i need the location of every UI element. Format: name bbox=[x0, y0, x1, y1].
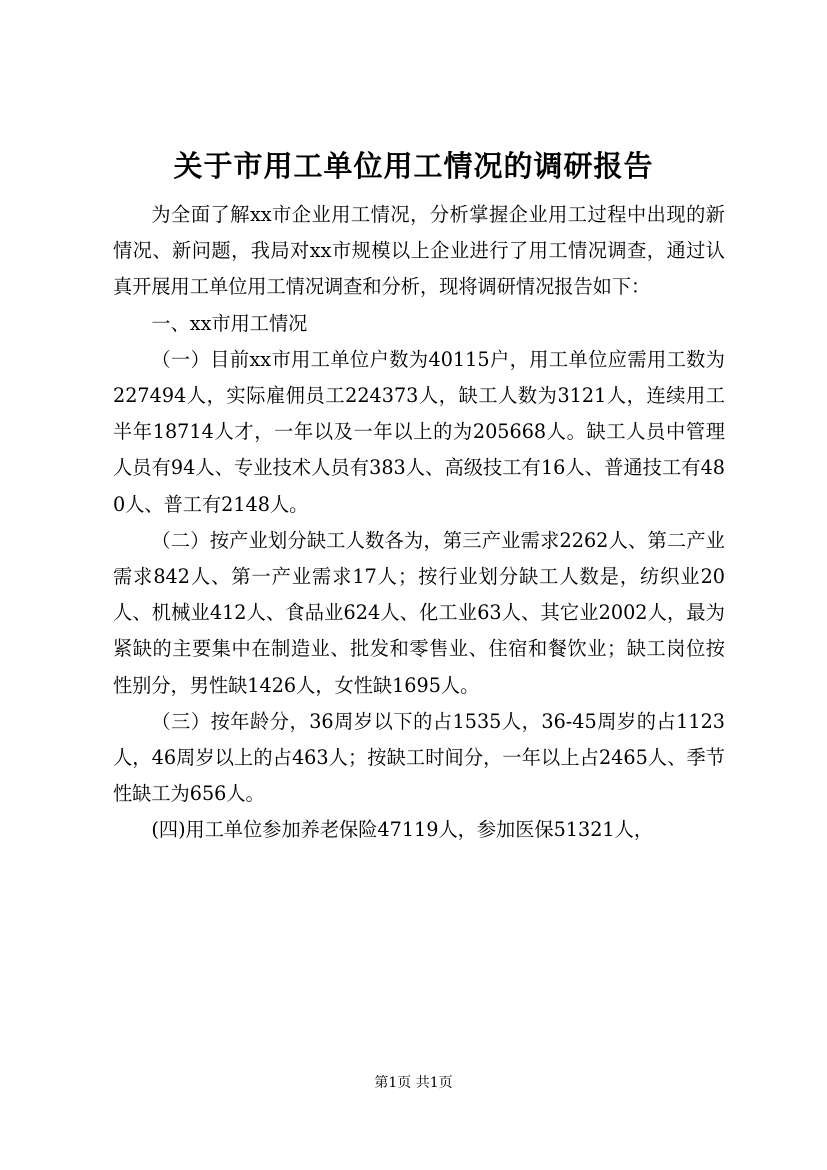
paragraph-item-4: (四)用工单位参加养老保险47119人，参加医保51321人， bbox=[151, 818, 654, 842]
paragraph-item-2: （二）按产业划分缺工人数各为，第三产业需求2262人、第二产业需求842人、第一产业需求17人；按行业划分缺工人数是，纺织业20人、机械业412人、食品业624人、化工业63人、其它业2002人，最为紧缺的主要集中在制造业、批发和零售业、住宿和餐饮业；缺工岗位按性别分，男性缺1426人，女性缺1695人。 bbox=[113, 528, 725, 697]
page-footer: 第1页 共1页 bbox=[374, 1075, 453, 1091]
document-body bbox=[113, 197, 725, 849]
intro-paragraph: 为全面了解xx市企业用工情况，分析掌握企业用工过程中出现的新情况、新问题，我局对xx市规模以上企业进行了用工情况调查，通过认真开展用工单位用工情况调查和分析，现将调研情况报告如下： bbox=[113, 203, 725, 299]
section-heading: 一、xx市用工情况 bbox=[151, 311, 308, 335]
paragraph-item-1: （一）目前xx市用工单位户数为40115户，用工单位应需用工数为227494人，实际雇佣员工224373人，缺工人数为3121人，连续用工半年18714人才，一年以及一年以上的为205668人。缺工人员中管理人员有94人、专业技术人员有383人、高级技工有16人、普通技工有480人、普工有2148人。 bbox=[113, 347, 725, 516]
document-title: 关于市用工单位用工情况的调研报告 bbox=[173, 149, 654, 183]
paragraph-item-3: （三）按年龄分，36周岁以下的占1535人，36-45周岁的占1123人，46周岁以上的占463人；按缺工时间分，一年以上占2465人、季节性缺工为656人。 bbox=[113, 709, 725, 806]
